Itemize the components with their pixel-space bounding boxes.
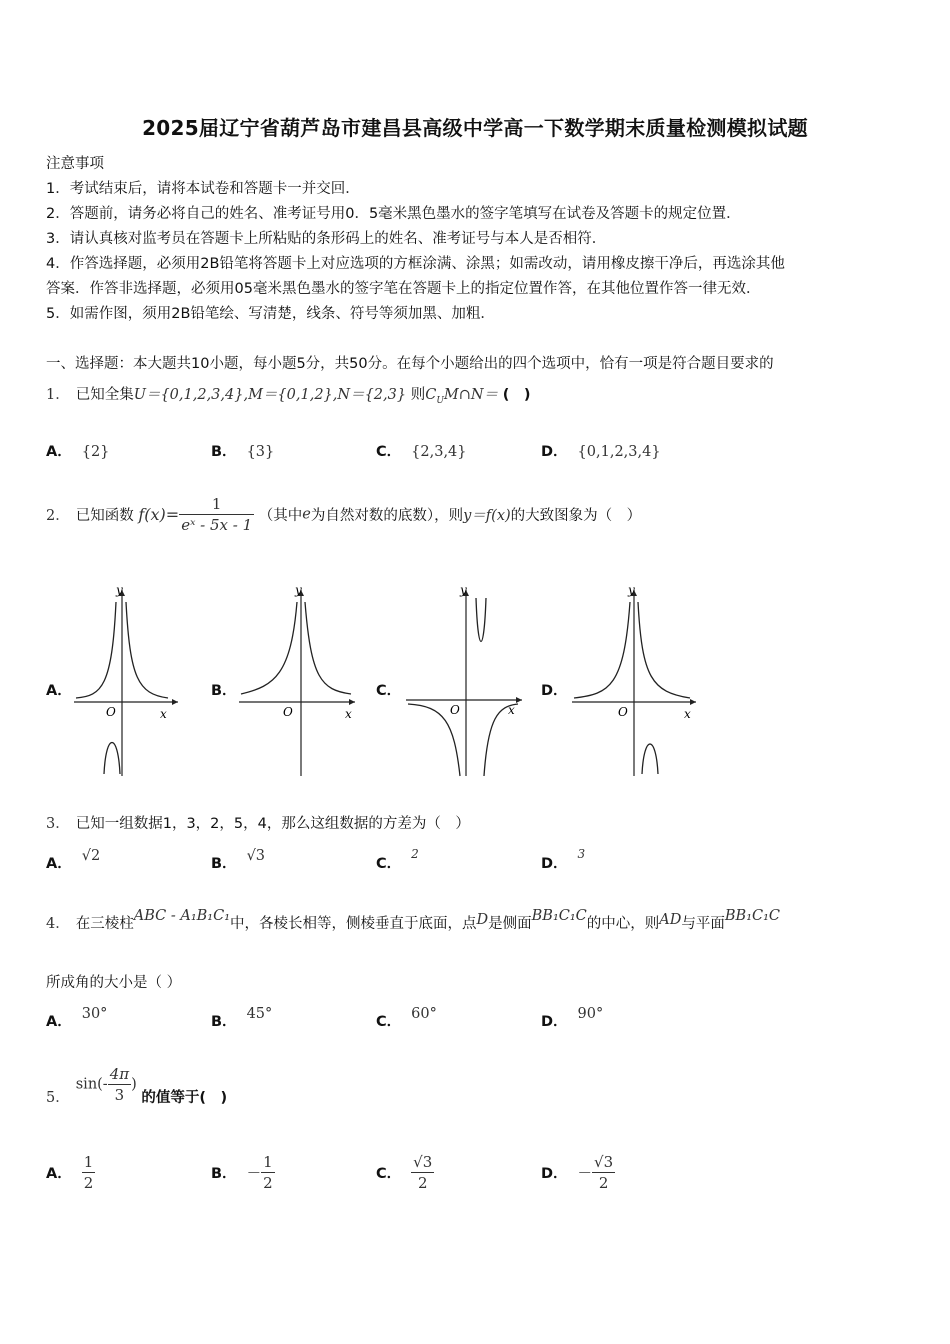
axis-x-label: x	[160, 707, 167, 721]
q1-option-b-value: {3}	[246, 444, 275, 460]
axis-x-label: x	[508, 703, 515, 717]
q4-option-c-value: 60°	[411, 1006, 437, 1022]
q1-complement-sub: U	[436, 395, 444, 406]
q3-option-a-label: A．	[46, 856, 72, 872]
q2-graph-b	[237, 582, 359, 778]
q5-option-b-label: B．	[211, 1166, 237, 1182]
q1-option-a-value: {2}	[81, 444, 110, 460]
q5-option-a-label: A．	[46, 1166, 72, 1182]
q5-option-b-num: 1	[263, 1153, 273, 1171]
q4-line2: 所成角的大小是（ ）	[46, 975, 182, 991]
origin-label: O	[283, 705, 293, 719]
q5-option-a[interactable]	[46, 1152, 95, 1193]
notice-item-5: 5．如需作图，须用2B铅笔绘、写清楚，线条、符号等须加黑、加粗．	[46, 306, 495, 322]
curve-left	[574, 602, 630, 698]
axis-y-label: y	[628, 583, 635, 597]
q5-option-c-num: √3	[413, 1153, 433, 1171]
q5-option-d-label: D．	[541, 1166, 568, 1182]
notice-item-4-cont: 答案．作答非选择题，必须用05毫米黑色墨水的签字笔在答题卡上的指定位置作答，在其他位置作答一律无效．	[46, 281, 761, 297]
q4-option-b-value: 45°	[246, 1006, 273, 1022]
q4-option-d[interactable]	[541, 1006, 604, 1031]
q5-option-c-den: 2	[417, 1174, 428, 1192]
origin-label: O	[450, 703, 460, 717]
origin-label: O	[618, 705, 628, 719]
q3-option-b-label: B．	[211, 856, 237, 872]
q1-answer-paren: ( )	[502, 387, 531, 403]
axis-y-label: y	[295, 583, 302, 597]
q1-set-n: ,N＝{2,3}	[332, 387, 407, 403]
notice-item-2: 2．答题前，请务必将自己的姓名、准考证号用0．5毫米黑色墨水的签字笔填写在试卷及答题卡的规定位置．	[46, 206, 741, 222]
q4-text1: 在三棱柱	[75, 916, 134, 932]
x-axis-arrow-icon	[690, 699, 696, 705]
q5-option-b-fraction	[261, 1152, 275, 1193]
curve-right	[638, 602, 690, 698]
q5-option-d[interactable]	[541, 1152, 615, 1193]
question-4	[46, 908, 781, 933]
q4-point-d: D	[476, 912, 489, 928]
axis-y-label: y	[460, 583, 467, 597]
q3-option-b-value: √3	[246, 848, 266, 864]
q2-func-lhs: f(x)=	[138, 505, 180, 524]
q4-option-c[interactable]	[376, 1006, 437, 1031]
q2-option-d-label: D．	[541, 683, 568, 699]
q5-option-b-den: 2	[263, 1174, 273, 1192]
notice-item-4: 4．作答选择题，必须用2B铅笔将答题卡上对应选项的方框涂满、涂黑；如需改动，请用橡皮擦干净后，再选涂其他	[46, 256, 785, 272]
q2-option-c-label: C．	[376, 683, 402, 699]
q4-face: BB₁C₁C	[531, 908, 587, 924]
q3-option-d[interactable]	[541, 847, 586, 873]
q4-text2: 中，各棱长相等，侧棱垂直于底面，点	[230, 916, 477, 932]
q1-option-b-label: B．	[211, 444, 237, 460]
q5-option-a-num: 1	[83, 1153, 94, 1171]
q1-option-a[interactable]	[46, 440, 109, 461]
curve-left	[241, 602, 297, 694]
q1-option-d-label: D．	[541, 444, 568, 460]
q1-number: 1．	[46, 387, 70, 403]
q2-mid2: 为自然对数的底数），则	[310, 508, 464, 524]
q1-option-b[interactable]	[211, 440, 274, 461]
q4-option-a-label: A．	[46, 1014, 72, 1030]
q5-fraction	[108, 1064, 131, 1105]
q5-option-c[interactable]	[376, 1152, 434, 1193]
q5-option-a-den: 2	[83, 1174, 94, 1192]
origin-label: O	[106, 705, 116, 719]
q4-plane: BB₁C₁C	[724, 908, 781, 924]
q2-mid1: （其中	[258, 508, 303, 524]
q2-func-den: eˣ - 5x - 1	[181, 516, 253, 534]
q2-graph-c	[404, 582, 526, 778]
q2-graph-a	[72, 582, 182, 778]
q3-option-d-label: D．	[541, 856, 568, 872]
notice-item-3: 3．请认真核对监考员在答题卡上所粘贴的条形码上的姓名、准考证号与本人是否相符．	[46, 231, 607, 247]
axis-x-label: x	[684, 707, 691, 721]
q2-number: 2．	[46, 508, 70, 524]
question-5	[46, 1064, 227, 1105]
q5-option-c-label: C．	[376, 1166, 402, 1182]
q1-set-u: U＝{0,1,2,3,4}	[133, 387, 244, 403]
q2-e: e	[302, 506, 311, 523]
q5-frac-num: 4π	[109, 1065, 130, 1083]
q1-complement: C	[425, 387, 437, 403]
q1-option-c[interactable]	[376, 440, 467, 461]
q5-option-d-fraction	[592, 1152, 615, 1193]
curve-lower	[104, 743, 120, 775]
q5-option-d-sign: －	[577, 1166, 593, 1182]
notice-heading: 注意事项	[46, 156, 104, 172]
q3-option-a-value: √2	[81, 848, 101, 864]
x-axis-arrow-icon	[172, 699, 178, 705]
q3-option-c-label: C．	[376, 856, 402, 872]
q1-option-c-value: {2,3,4}	[411, 444, 467, 460]
q3-option-c[interactable]	[376, 847, 419, 873]
q5-sin: sin(-	[75, 1076, 108, 1093]
q2-option-a-label: A．	[46, 683, 72, 699]
q1-option-c-label: C．	[376, 444, 402, 460]
q5-option-d-den: 2	[598, 1174, 609, 1192]
q3-option-a[interactable]	[46, 848, 101, 873]
curve-right	[126, 602, 168, 698]
question-2	[46, 494, 641, 535]
q4-option-b-label: B．	[211, 1014, 237, 1030]
q2-option-b-label: B．	[211, 683, 237, 699]
section-heading: 一、选择题：本大题共10小题，每小题5分，共50分。在每个小题给出的四个选项中，恰有一项是符合题目要求的	[46, 356, 774, 372]
q4-option-d-label: D．	[541, 1014, 568, 1030]
q4-option-d-value: 90°	[577, 1006, 604, 1022]
axis-x-label: x	[345, 707, 352, 721]
q5-option-a-fraction	[82, 1152, 96, 1193]
x-axis-arrow-icon	[516, 697, 522, 703]
q5-text: 的值等于( )	[141, 1090, 228, 1106]
q4-text4: 的中心，则	[586, 916, 660, 932]
notice-item-1: 1．考试结束后，请将本试卷和答题卡一并交回．	[46, 181, 360, 197]
curve-upper	[476, 598, 486, 642]
q5-option-b[interactable]	[211, 1152, 275, 1193]
q5-frac-den: 3	[114, 1086, 125, 1104]
q1-option-d[interactable]	[541, 440, 661, 461]
question-3	[46, 812, 470, 833]
q4-segment-ad: AD	[659, 912, 682, 928]
q3-option-b[interactable]	[211, 848, 266, 873]
question-1	[46, 383, 530, 406]
q4-option-c-label: C．	[376, 1014, 402, 1030]
q2-func-fraction	[179, 494, 254, 535]
q1-then: 则	[410, 387, 426, 403]
q5-option-b-sign: －	[246, 1166, 262, 1182]
q2-yfx: y＝f(x)	[463, 508, 511, 524]
axis-y-label: y	[116, 583, 123, 597]
q5-number: 5．	[46, 1090, 70, 1106]
curve-right	[305, 602, 351, 694]
q4-option-a[interactable]	[46, 1006, 108, 1031]
q5-option-d-num: √3	[594, 1153, 614, 1171]
q4-text5: 与平面	[681, 916, 725, 932]
q4-number: 4．	[46, 916, 70, 932]
q2-graph-d	[570, 582, 700, 778]
q4-option-b[interactable]	[211, 1006, 273, 1031]
q1-option-a-label: A．	[46, 444, 72, 460]
q1-set-m: ,M＝{0,1,2}	[243, 387, 333, 403]
q2-func-num: 1	[179, 494, 254, 515]
q3-option-c-value: 2	[411, 847, 419, 861]
q1-expression: M∩N＝	[443, 387, 499, 403]
q1-option-d-value: {0,1,2,3,4}	[577, 444, 661, 460]
page-title: 2025届辽宁省葫芦岛市建昌县高级中学高一下数学期末质量检测模拟试题	[142, 116, 808, 140]
curve-left	[76, 602, 116, 698]
q4-text3: 是侧面	[488, 916, 532, 932]
curve-lower	[642, 744, 658, 774]
q3-option-d-value: 3	[577, 847, 586, 861]
q4-option-a-value: 30°	[81, 1006, 108, 1022]
q5-option-c-fraction	[411, 1152, 434, 1193]
q2-end: 的大致图象为（ ）	[510, 508, 642, 524]
q1-text: 已知全集	[75, 387, 134, 403]
q2-text: 已知函数	[75, 508, 134, 524]
q4-prism: ABC - A₁B₁C₁	[133, 908, 231, 924]
q5-close-paren: )	[131, 1076, 137, 1093]
q3-number: 3．	[46, 816, 70, 832]
x-axis-arrow-icon	[349, 699, 355, 705]
q3-text: 已知一组数据1，3，2，5，4，那么这组数据的方差为（ ）	[75, 816, 470, 832]
